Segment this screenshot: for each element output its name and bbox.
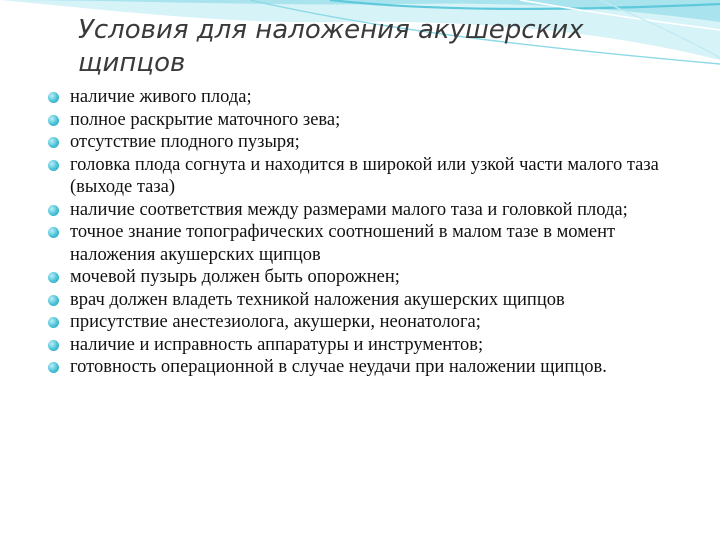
bullet-dot-icon	[48, 340, 59, 351]
bullet-text: отсутствие плодного пузыря;	[70, 132, 300, 152]
bullet-list	[48, 86, 688, 379]
bullet-text: точное знание топографических соотношений в малом тазе в момент наложения акушерских щипцов	[70, 222, 616, 265]
slide-title: Условия для наложения акушерских щипцов	[78, 15, 584, 78]
bullet-item	[48, 334, 688, 357]
bullet-item	[48, 131, 688, 154]
bullet-item	[48, 86, 688, 109]
bullet-text: готовность операционной в случае неудачи при наложении щипцов.	[70, 357, 607, 377]
bullet-text: головка плода согнута и находится в широкой или узкой части малого таза (выходе таза)	[70, 154, 659, 197]
bullet-text: врач должен владеть техникой наложения акушерских щипцов	[70, 289, 565, 310]
bullet-dot-icon	[48, 137, 59, 148]
bullet-item	[48, 266, 688, 289]
bullet-dot-icon	[48, 160, 59, 171]
bullet-dot-icon	[48, 317, 59, 328]
bullet-dot-icon	[48, 205, 59, 216]
bullet-text: присутствие анестезиолога, акушерки, неонатолога;	[70, 312, 481, 332]
bullet-item	[48, 289, 688, 312]
bullet-dot-icon	[48, 115, 59, 126]
bullet-item	[48, 199, 688, 222]
bullet-dot-icon	[48, 227, 59, 238]
bullet-dot-icon	[48, 92, 59, 103]
bullet-text: мочевой пузырь должен быть опорожнен;	[70, 267, 400, 287]
bullet-item	[48, 356, 688, 379]
bullet-item	[48, 221, 688, 266]
bullet-item	[48, 154, 688, 199]
bullet-item	[48, 311, 688, 334]
bullet-text: полное раскрытие маточного зева;	[70, 109, 341, 130]
bullet-text: наличие и исправность аппаратуры и инструментов;	[70, 334, 484, 355]
bullet-text: наличие живого плода;	[70, 87, 252, 107]
bullet-text: наличие соответствия между размерами малого таза и головкой плода;	[70, 199, 628, 220]
bullet-dot-icon	[48, 295, 59, 306]
bullet-dot-icon	[48, 272, 59, 283]
bullet-dot-icon	[48, 362, 59, 373]
bullet-item	[48, 109, 688, 132]
